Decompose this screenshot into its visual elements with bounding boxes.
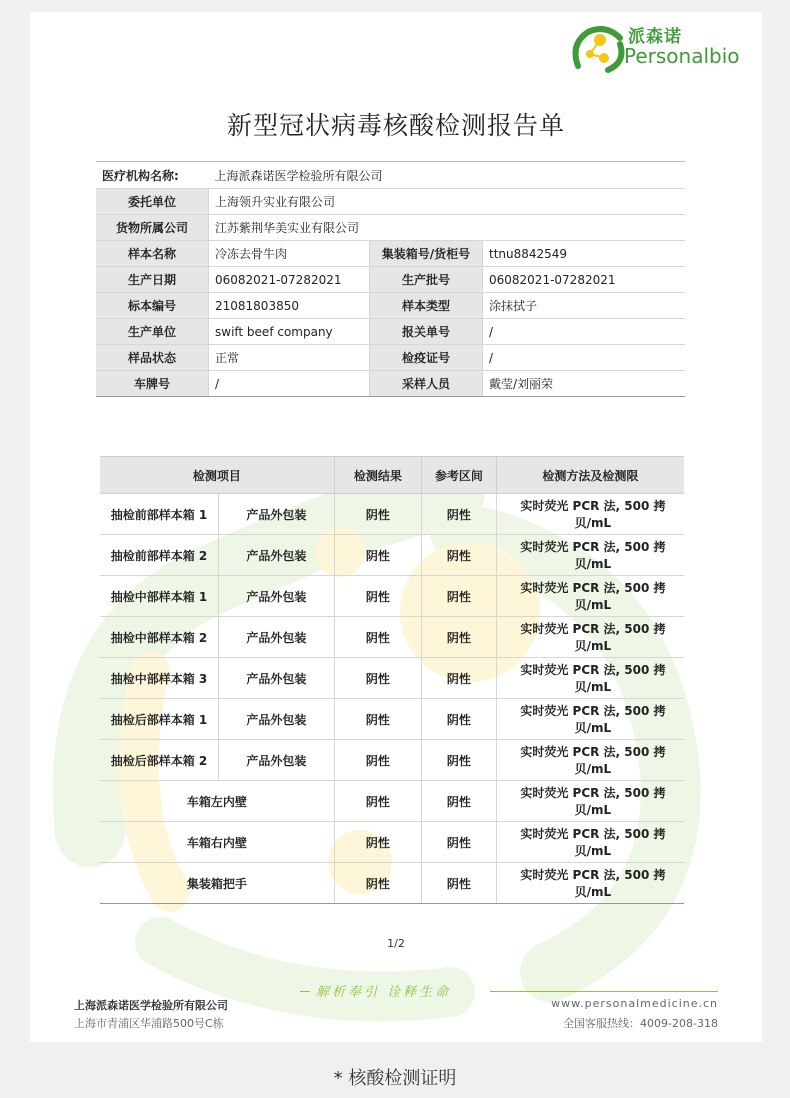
reference-value: 阴性 bbox=[421, 863, 496, 904]
method-value: 实时荧光 PCR 法, 500 拷贝/mL bbox=[496, 535, 684, 576]
info-value: 冷冻去骨牛肉 bbox=[209, 241, 370, 267]
client-label: 委托单位 bbox=[96, 189, 209, 215]
result-value: 阴性 bbox=[334, 822, 421, 863]
sample-package: 产品外包装 bbox=[219, 617, 335, 658]
test-results-table bbox=[100, 456, 684, 904]
info-label: 标本编号 bbox=[96, 293, 209, 319]
info-value: 涂抹拭子 bbox=[483, 293, 686, 319]
image-caption: * 核酸检测证明 bbox=[333, 1068, 457, 1089]
info-label: 采样人员 bbox=[370, 371, 483, 397]
reference-value: 阴性 bbox=[421, 822, 496, 863]
method-value: 实时荧光 PCR 法, 500 拷贝/mL bbox=[496, 658, 684, 699]
result-value: 阴性 bbox=[334, 658, 421, 699]
footer-company: 上海派森诺医学检验所有限公司 bbox=[74, 999, 228, 1012]
info-label: 生产批号 bbox=[370, 267, 483, 293]
sample-item: 集装箱把手 bbox=[100, 863, 334, 904]
info-value: swift beef company bbox=[209, 319, 370, 345]
method-value: 实时荧光 PCR 法, 500 拷贝/mL bbox=[496, 822, 684, 863]
reference-value: 阴性 bbox=[421, 658, 496, 699]
logo-name-en: Personalbio bbox=[624, 44, 740, 68]
header-result: 检测结果 bbox=[334, 457, 421, 494]
result-value: 阴性 bbox=[334, 699, 421, 740]
method-value: 实时荧光 PCR 法, 500 拷贝/mL bbox=[496, 863, 684, 904]
sample-item: 抽检后部样本箱 2 bbox=[100, 740, 219, 781]
sample-item: 车箱右内壁 bbox=[100, 822, 334, 863]
owner-value: 江苏紫荆华美实业有限公司 bbox=[209, 215, 686, 241]
result-value: 阴性 bbox=[334, 740, 421, 781]
report-page bbox=[30, 12, 762, 1042]
info-value: 戴莹/刘丽荣 bbox=[483, 371, 686, 397]
header-ref: 参考区间 bbox=[421, 457, 496, 494]
info-label: 检疫证号 bbox=[370, 345, 483, 371]
table-row bbox=[100, 658, 684, 699]
page-number: 1/2 bbox=[387, 937, 405, 950]
info-value: 正常 bbox=[209, 345, 370, 371]
table-row bbox=[100, 494, 684, 535]
reference-value: 阴性 bbox=[421, 535, 496, 576]
info-value: ttnu8842549 bbox=[483, 241, 686, 267]
logo-name-cn: 派森诺 bbox=[628, 27, 682, 47]
info-value: / bbox=[209, 371, 370, 397]
slogan-text: 解析奉引 诠释生命 bbox=[316, 985, 452, 1000]
table-row bbox=[100, 535, 684, 576]
sample-package: 产品外包装 bbox=[219, 699, 335, 740]
result-value: 阴性 bbox=[334, 576, 421, 617]
result-value: 阴性 bbox=[334, 494, 421, 535]
info-value: / bbox=[483, 345, 686, 371]
footer-hotline: 全国客服热线：4009-208-318 bbox=[563, 1017, 718, 1030]
table-row bbox=[100, 576, 684, 617]
info-value: 21081803850 bbox=[209, 293, 370, 319]
result-value: 阴性 bbox=[334, 535, 421, 576]
info-value: / bbox=[483, 319, 686, 345]
reference-value: 阴性 bbox=[421, 781, 496, 822]
method-value: 实时荧光 PCR 法, 500 拷贝/mL bbox=[496, 699, 684, 740]
sample-item: 抽检前部样本箱 2 bbox=[100, 535, 219, 576]
sample-package: 产品外包装 bbox=[219, 535, 335, 576]
sample-package: 产品外包装 bbox=[219, 576, 335, 617]
reference-value: 阴性 bbox=[421, 617, 496, 658]
info-label: 样本名称 bbox=[96, 241, 209, 267]
info-label: 样品状态 bbox=[96, 345, 209, 371]
method-value: 实时荧光 PCR 法, 500 拷贝/mL bbox=[496, 494, 684, 535]
slogan-divider-left bbox=[300, 991, 310, 992]
report-title: 新型冠状病毒核酸检测报告单 bbox=[226, 111, 565, 140]
sample-item: 抽检前部样本箱 1 bbox=[100, 494, 219, 535]
client-value: 上海领升实业有限公司 bbox=[209, 189, 686, 215]
sample-package: 产品外包装 bbox=[219, 658, 335, 699]
sample-item: 抽检中部样本箱 1 bbox=[100, 576, 219, 617]
method-value: 实时荧光 PCR 法, 500 拷贝/mL bbox=[496, 617, 684, 658]
sample-item: 抽检中部样本箱 2 bbox=[100, 617, 219, 658]
reference-value: 阴性 bbox=[421, 576, 496, 617]
reference-value: 阴性 bbox=[421, 740, 496, 781]
reference-value: 阴性 bbox=[421, 494, 496, 535]
info-value: 06082021-07282021 bbox=[483, 267, 686, 293]
sample-info-table bbox=[96, 161, 685, 397]
result-value: 阴性 bbox=[334, 617, 421, 658]
table-row bbox=[100, 740, 684, 781]
info-label: 车牌号 bbox=[96, 371, 209, 397]
result-value: 阴性 bbox=[334, 863, 421, 904]
sample-package: 产品外包装 bbox=[219, 494, 335, 535]
info-label: 集装箱号/货柜号 bbox=[370, 241, 483, 267]
info-row bbox=[96, 345, 685, 371]
slogan-divider-right bbox=[490, 991, 718, 992]
table-row bbox=[100, 781, 684, 822]
table-row bbox=[100, 822, 684, 863]
header-method: 检测方法及检测限 bbox=[496, 457, 684, 494]
info-row bbox=[96, 293, 685, 319]
info-value: 06082021-07282021 bbox=[209, 267, 370, 293]
sample-item: 抽检后部样本箱 1 bbox=[100, 699, 219, 740]
footer-website: www.personalmedicine.cn bbox=[551, 997, 718, 1010]
info-row bbox=[96, 267, 685, 293]
method-value: 实时荧光 PCR 法, 500 拷贝/mL bbox=[496, 781, 684, 822]
info-row bbox=[96, 319, 685, 345]
info-label: 报关单号 bbox=[370, 319, 483, 345]
result-value: 阴性 bbox=[334, 781, 421, 822]
info-row bbox=[96, 241, 685, 267]
institution-label: 医疗机构名称: bbox=[96, 162, 209, 189]
info-label: 生产日期 bbox=[96, 267, 209, 293]
footer-address: 上海市青浦区华浦路500号C栋 bbox=[74, 1017, 224, 1030]
method-value: 实时荧光 PCR 法, 500 拷贝/mL bbox=[496, 576, 684, 617]
sample-item: 车箱左内壁 bbox=[100, 781, 334, 822]
info-label: 样本类型 bbox=[370, 293, 483, 319]
info-label: 生产单位 bbox=[96, 319, 209, 345]
institution-value: 上海派森诺医学检验所有限公司 bbox=[209, 162, 686, 189]
sample-package: 产品外包装 bbox=[219, 740, 335, 781]
method-value: 实时荧光 PCR 法, 500 拷贝/mL bbox=[496, 740, 684, 781]
header-item: 检测项目 bbox=[100, 457, 334, 494]
table-row bbox=[100, 699, 684, 740]
sample-item: 抽检中部样本箱 3 bbox=[100, 658, 219, 699]
table-row bbox=[100, 617, 684, 658]
info-row bbox=[96, 371, 685, 397]
reference-value: 阴性 bbox=[421, 699, 496, 740]
owner-label: 货物所属公司 bbox=[96, 215, 209, 241]
table-row bbox=[100, 863, 684, 904]
